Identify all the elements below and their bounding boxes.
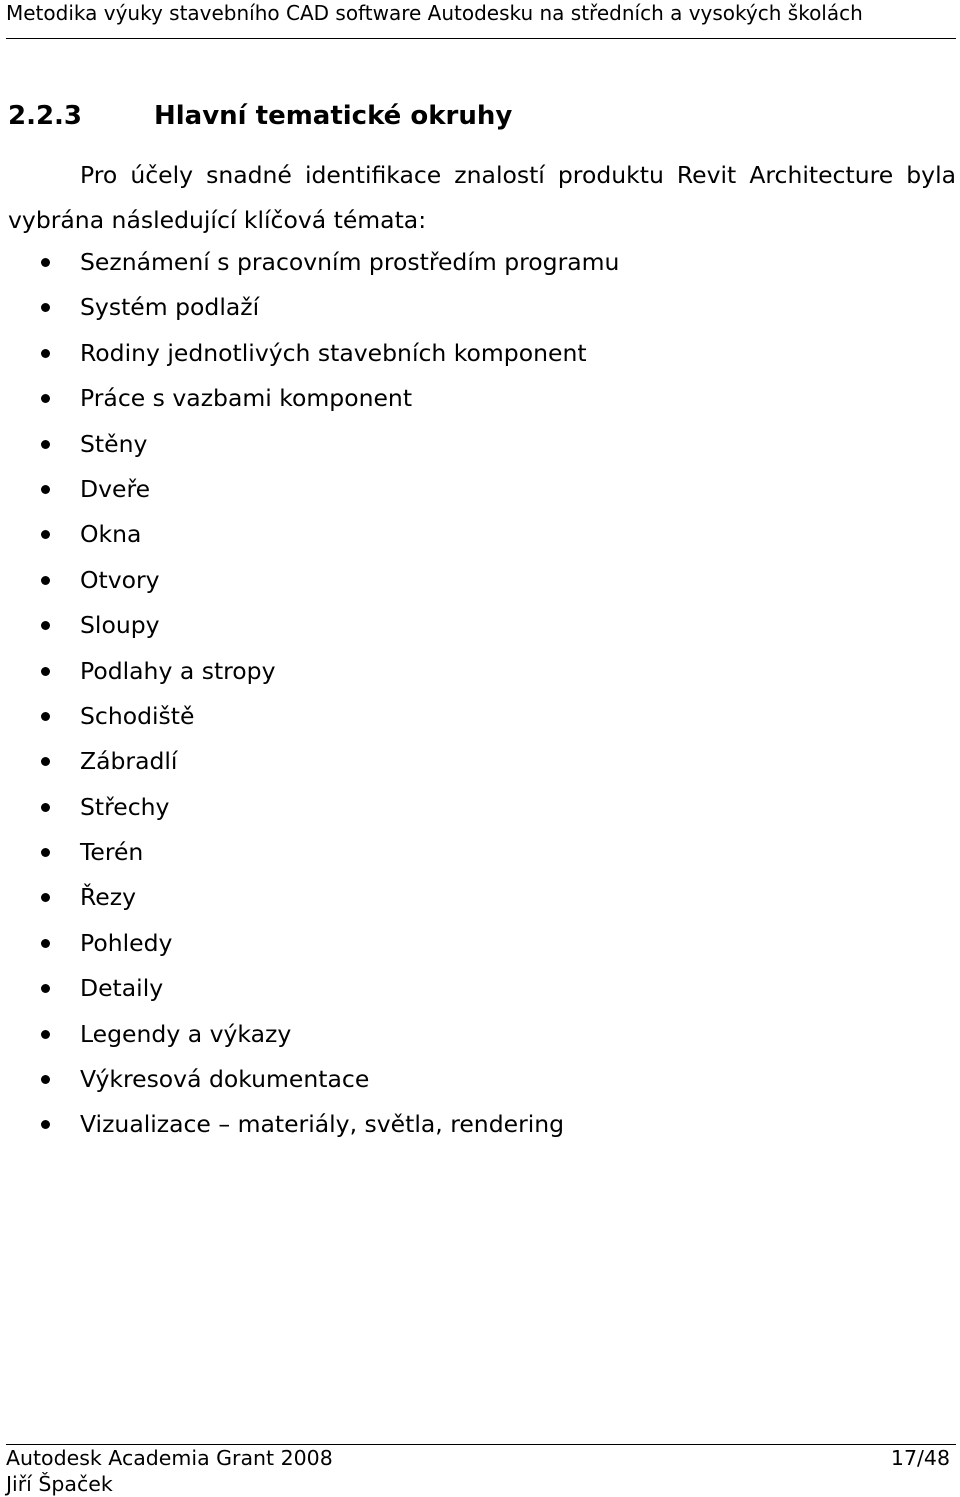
bullet-icon — [41, 712, 50, 721]
list-item — [0, 512, 619, 557]
list-item — [0, 785, 619, 830]
list-item-label: Otvory — [80, 565, 160, 594]
bullet-icon — [41, 530, 50, 539]
list-item — [0, 240, 619, 285]
running-header-title: Metodika výuky stavebního CAD software Autodesku na středních a vysokých školách — [6, 1, 863, 25]
section-number: 2.2.3 — [8, 101, 83, 131]
list-item-label: Stěny — [80, 429, 148, 458]
list-item-label: Schodiště — [80, 701, 195, 730]
bullet-icon — [41, 1030, 50, 1039]
bullet-icon — [41, 621, 50, 630]
list-item-label: Seznámení s pracovním prostředím programu — [80, 248, 620, 276]
bullet-icon — [41, 984, 50, 993]
footer-source: Autodesk Academia Grant 2008 — [6, 1446, 333, 1470]
footer-author: Jiří Špaček — [6, 1472, 113, 1496]
running-header — [6, 0, 956, 39]
list-item-label: Zábradlí — [80, 747, 178, 776]
list-item-label: Podlahy a stropy — [80, 656, 276, 685]
list-item-label: Práce s vazbami komponent — [80, 384, 413, 413]
list-item — [0, 603, 619, 648]
list-item — [0, 1012, 619, 1057]
bullet-icon — [41, 1075, 50, 1084]
bullet-icon — [41, 349, 50, 358]
list-item-label: Systém podlaží — [80, 293, 260, 322]
list-item-label: Sloupy — [80, 611, 160, 640]
list-item — [0, 285, 619, 330]
bullet-icon — [41, 485, 50, 494]
list-item — [0, 875, 619, 920]
topic-list — [0, 240, 619, 1148]
list-item-label: Rodiny jednotlivých stavebních komponent — [80, 338, 587, 367]
list-item — [0, 331, 619, 376]
list-item — [0, 694, 619, 739]
intro-paragraph: Pro účely snadné identifikace znalostí produktu Revit Architecture byla vybrána následující klíčová témata: — [8, 161, 956, 234]
list-item-label: Výkresová dokumentace — [80, 1065, 370, 1094]
page-footer — [6, 1444, 956, 1497]
list-item — [0, 921, 619, 966]
list-item-label: Terén — [80, 838, 144, 867]
section-title: Hlavní tematické okruhy — [154, 101, 513, 131]
bullet-icon — [41, 576, 50, 585]
list-item — [0, 966, 619, 1011]
list-item-label: Pohledy — [80, 928, 173, 957]
list-item-label: Detaily — [80, 974, 164, 1003]
page-number: 17/48 — [890, 1446, 950, 1470]
list-item — [0, 830, 619, 875]
list-item-label: Okna — [80, 520, 142, 549]
list-item — [0, 739, 619, 784]
bullet-icon — [41, 303, 50, 312]
bullet-icon — [41, 394, 50, 403]
bullet-icon — [41, 258, 50, 267]
bullet-icon — [41, 893, 50, 902]
list-item — [0, 649, 619, 694]
bullet-icon — [41, 1120, 50, 1129]
list-item-label: Vizualizace – materiály, světla, rendering — [80, 1110, 565, 1139]
bullet-icon — [41, 848, 50, 857]
bullet-icon — [41, 667, 50, 676]
list-item — [0, 1102, 619, 1147]
bullet-icon — [41, 939, 50, 948]
list-item — [0, 467, 619, 512]
list-item — [0, 558, 619, 603]
section-heading — [8, 100, 512, 132]
bullet-icon — [41, 440, 50, 449]
list-item — [0, 1057, 619, 1102]
bullet-icon — [41, 757, 50, 766]
list-item-label: Střechy — [80, 792, 170, 821]
bullet-icon — [41, 803, 50, 812]
list-item-label: Legendy a výkazy — [80, 1019, 292, 1048]
list-item — [0, 422, 619, 467]
list-item — [0, 376, 619, 421]
list-item-label: Řezy — [80, 883, 136, 912]
list-item-label: Dveře — [80, 474, 151, 503]
